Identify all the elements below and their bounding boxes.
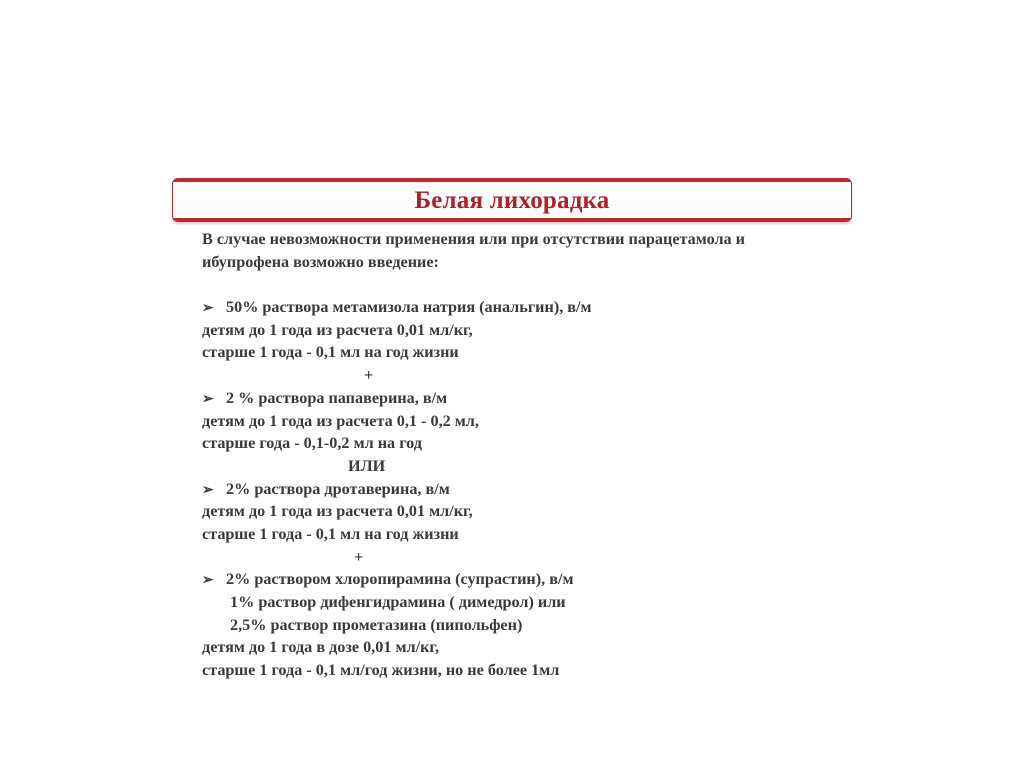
- dosage-line: старше года - 0,1-0,2 мл на год: [202, 434, 422, 453]
- dosage-line: детям до 1 года в дозе 0,01 мл/кг,: [202, 638, 440, 657]
- intro-line: В случае невозможности применения или при отсутствии парацетамола и: [202, 230, 745, 248]
- slide: [172, 176, 852, 688]
- dosage-line: детям до 1 года из расчета 0,1 - 0,2 мл,: [202, 411, 479, 430]
- slide-body: [202, 228, 852, 682]
- alternative-drug-line: 1% раствор дифенгидрамина ( димедрол) или: [230, 593, 566, 611]
- bullet-item: [202, 568, 852, 591]
- bullet-arrow-icon: ➢: [202, 391, 214, 407]
- bullet-item: [202, 478, 852, 501]
- bullet-arrow-icon: ➢: [202, 482, 214, 498]
- plus-separator: +: [354, 547, 364, 566]
- bullet-arrow-icon: ➢: [202, 301, 214, 317]
- dosage-line: детям до 1 года из расчета 0,01 мл/кг,: [202, 320, 473, 339]
- dosage-line: детям до 1 года из расчета 0,01 мл/кг,: [202, 502, 473, 521]
- drug-heading: 2% раствором хлоропирамина (супрастин), в/м: [226, 570, 574, 589]
- dosage-line: старше 1 года - 0,1 мл/год жизни, но не более 1мл: [202, 661, 560, 680]
- plus-separator: +: [364, 366, 374, 385]
- bullet-item: [202, 387, 852, 410]
- dosage-line: старше 1 года - 0,1 мл на год жизни: [202, 524, 459, 543]
- drug-heading: 2 % раствора папаверина, в/м: [226, 388, 448, 407]
- drug-heading: 50% раствора метамизола натрия (анальгин), в/м: [226, 298, 592, 317]
- alternative-drug-line: 2,5% раствор прометазина (пипольфен): [230, 615, 523, 634]
- bullet-arrow-icon: ➢: [202, 573, 214, 589]
- intro-line: ибупрофена возможно введение:: [202, 252, 439, 271]
- title-banner: [172, 178, 852, 222]
- bullet-item: [202, 296, 852, 319]
- drug-heading: 2% раствора дротаверина, в/м: [226, 479, 450, 498]
- dosage-line: старше 1 года - 0,1 мл на год жизни: [202, 343, 459, 362]
- or-separator: ИЛИ: [348, 456, 386, 475]
- slide-title: Белая лихорадка: [414, 187, 610, 214]
